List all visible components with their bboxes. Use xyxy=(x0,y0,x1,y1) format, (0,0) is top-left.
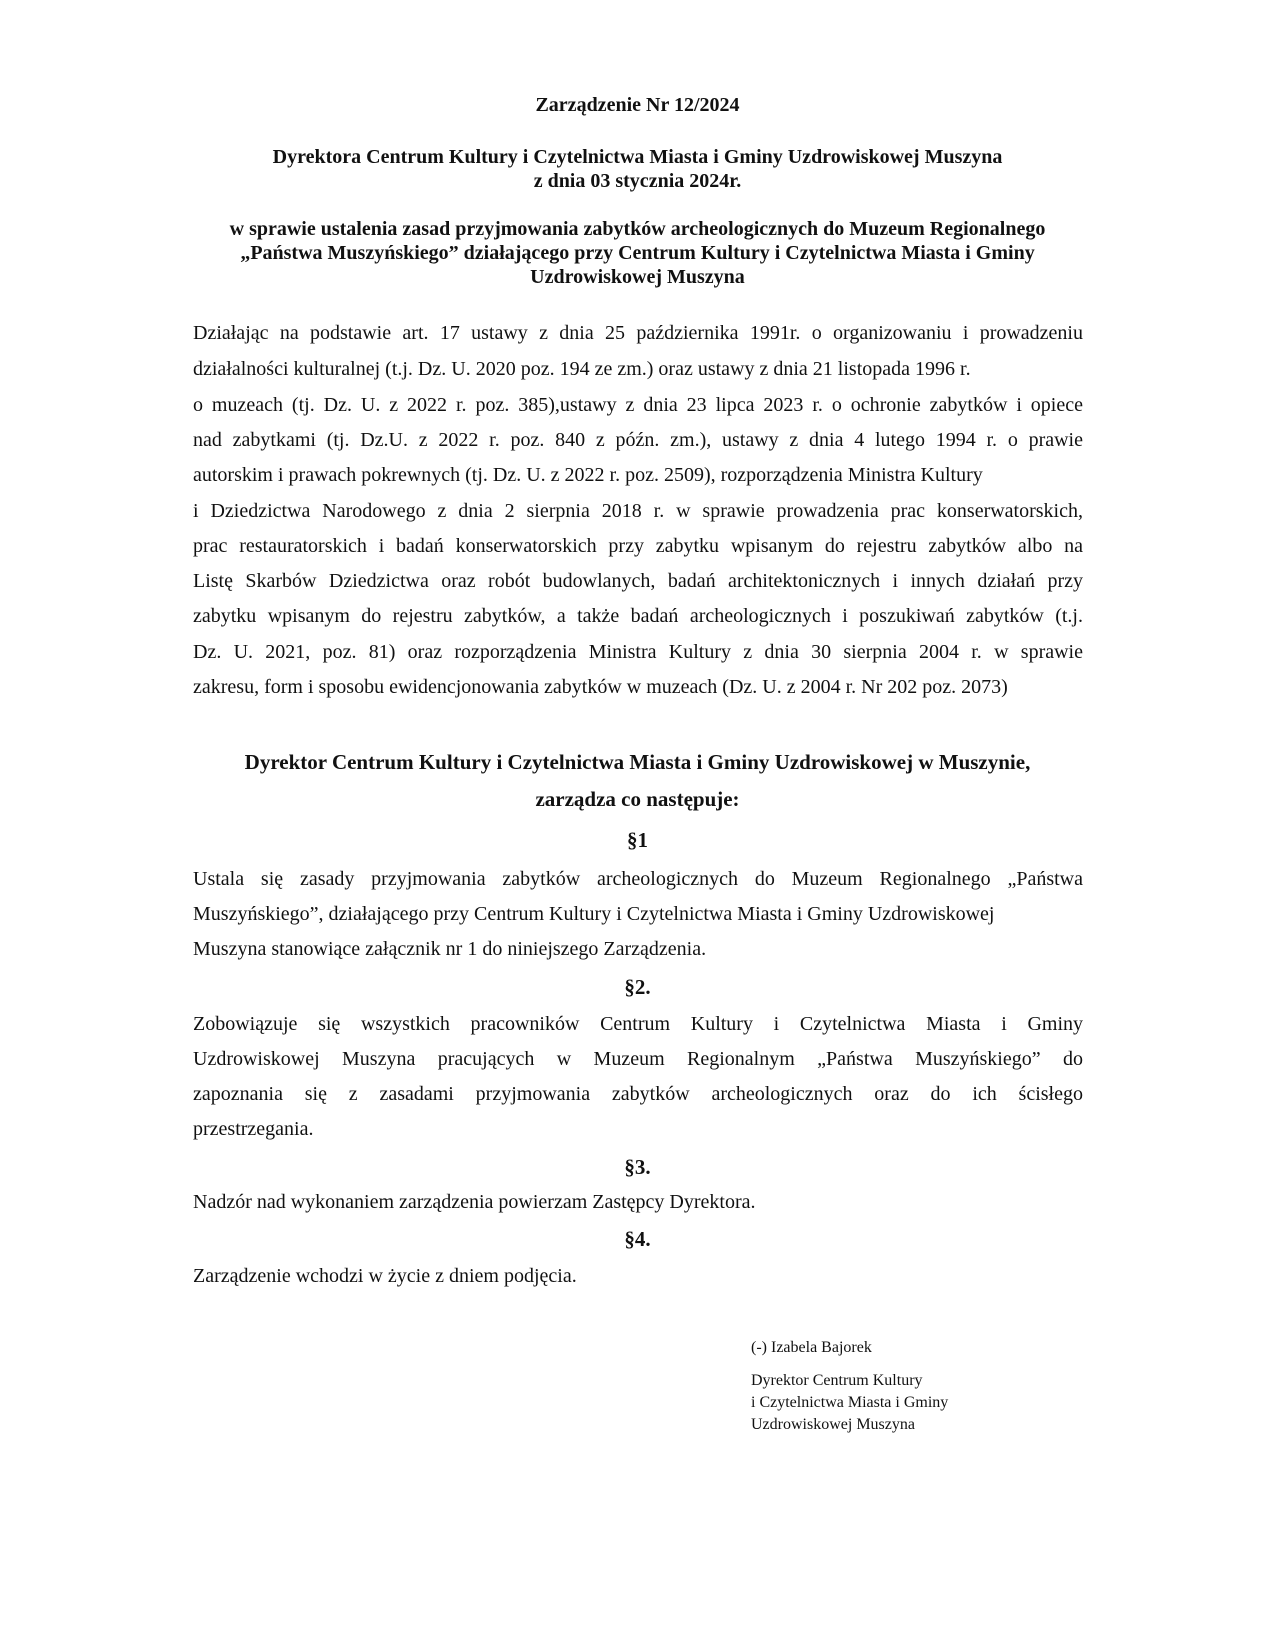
section-heading: §4. xyxy=(624,1227,651,1251)
subject-line: w sprawie ustalenia zasad przyjmowania zabytków archeologicznych do Muzeum Regionalnego xyxy=(229,218,1046,240)
section-line: Muszyna stanowiące załącznik nr 1 do niniejszego Zarządzenia. xyxy=(193,938,707,960)
preamble-line: zabytku wpisanym do rejestru zabytków, a także badań archeologicznych i poszukiwań zabytków (t.j. xyxy=(193,605,1083,627)
preamble-line: zakresu, form i sposobu ewidencjonowania zabytków w muzeach (Dz. U. z 2004 r. Nr 202 poz. 2073) xyxy=(193,676,1008,698)
signature-title-line: i Czytelnictwa Miasta i Gminy xyxy=(751,1394,949,1411)
subject-line: Uzdrowiskowej Muszyna xyxy=(530,266,745,288)
section-line: zapoznania się z zasadami przyjmowania zabytków archeologicznych oraz do ich ścisłego xyxy=(193,1083,1083,1105)
preamble-line: i Dziedzictwa Narodowego z dnia 2 sierpnia 2018 r. w sprawie prowadzenia prac konserwatorskich, xyxy=(193,500,1083,522)
decree-line: Dyrektor Centrum Kultury i Czytelnictwa Miasta i Gminy Uzdrowiskowej w Muszynie, xyxy=(244,750,1031,774)
decree-line: zarządza co następuje: xyxy=(535,787,740,811)
preamble-line: prac restauratorskich i badań konserwatorskich przy zabytku wpisanym do rejestru zabytków albo na xyxy=(193,535,1083,557)
section-line: Muszyńskiego”, działającego przy Centrum Kultury i Czytelnictwa Miasta i Gminy Uzdrowiskowej xyxy=(193,903,995,925)
signature-title-line: Uzdrowiskowej Muszyna xyxy=(751,1416,915,1433)
issuer-line: Dyrektora Centrum Kultury i Czytelnictwa Miasta i Gminy Uzdrowiskowej Muszyna xyxy=(272,146,1003,168)
subject-line: „Państwa Muszyńskiego” działającego przy Centrum Kultury i Czytelnictwa Miasta i Gminy xyxy=(240,242,1035,264)
section-line: przestrzegania. xyxy=(193,1118,314,1140)
preamble-line: o muzeach (tj. Dz. U. z 2022 r. poz. 385),ustawy z dnia 23 lipca 2023 r. o ochronie zabytków i opiece xyxy=(193,394,1083,416)
section-line: Zobowiązuje się wszystkich pracowników Centrum Kultury i Czytelnictwa Miasta i Gminy xyxy=(193,1013,1083,1035)
preamble-line: Działając na podstawie art. 17 ustawy z dnia 25 października 1991r. o organizowaniu i prowadzeniu xyxy=(193,322,1083,344)
preamble-line: nad zabytkami (tj. Dz.U. z 2022 r. poz. 840 z późn. zm.), ustawy z dnia 4 lutego 1994 r. o prawie xyxy=(193,429,1083,451)
preamble-line: Dz. U. 2021, poz. 81) oraz rozporządzenia Ministra Kultury z dnia 30 sierpnia 2004 r. w sprawie xyxy=(193,641,1083,663)
preamble-line: Listę Skarbów Dziedzictwa oraz robót budowlanych, badań architektonicznych i innych działań przy xyxy=(193,570,1083,592)
signature-title-line: Dyrektor Centrum Kultury xyxy=(751,1372,923,1389)
signature-name: (-) Izabela Bajorek xyxy=(751,1339,872,1356)
document-title: Zarządzenie Nr 12/2024 xyxy=(535,94,740,116)
section-line: Ustala się zasady przyjmowania zabytków archeologicznych do Muzeum Regionalnego „Państwa xyxy=(193,868,1083,890)
section-heading: §2. xyxy=(624,975,651,999)
section-line: Uzdrowiskowej Muszyna pracujących w Muzeum Regionalnym „Państwa Muszyńskiego” do xyxy=(193,1048,1083,1070)
preamble-line: autorskim i prawach pokrewnych (tj. Dz. U. z 2022 r. poz. 2509), rozporządzenia Ministra Kultury xyxy=(193,464,983,486)
section-line: Nadzór nad wykonaniem zarządzenia powierzam Zastępcy Dyrektora. xyxy=(193,1191,756,1213)
section-heading: §3. xyxy=(624,1155,651,1179)
date-line: z dnia 03 stycznia 2024r. xyxy=(533,170,742,192)
preamble-line: działalności kulturalnej (t.j. Dz. U. 2020 poz. 194 ze zm.) oraz ustawy z dnia 21 listopada 1996 r. xyxy=(193,358,971,380)
section-heading: §1 xyxy=(627,828,648,852)
section-line: Zarządzenie wchodzi w życie z dniem podjęcia. xyxy=(193,1265,577,1287)
